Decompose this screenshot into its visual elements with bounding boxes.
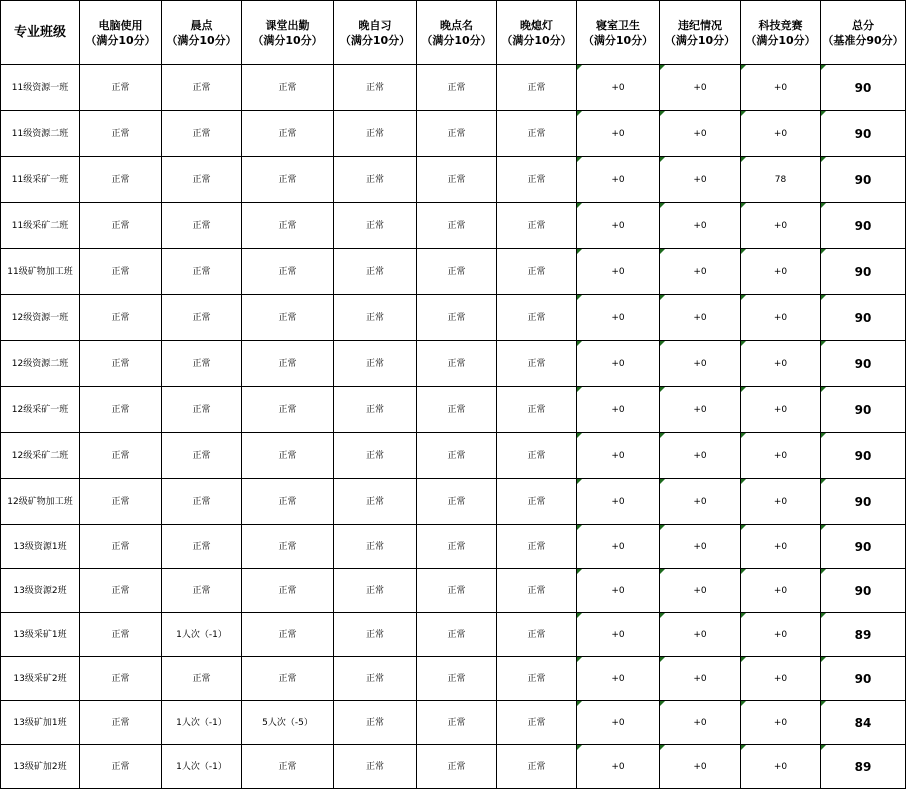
total-cell[interactable]: 90	[821, 157, 906, 203]
total-cell[interactable]: 90	[821, 111, 906, 157]
class-name-cell[interactable]: 11级采矿一班	[1, 157, 80, 203]
header-attendance[interactable]	[242, 1, 334, 65]
dorm-hygiene-cell[interactable]: +0	[577, 745, 660, 789]
dorm-hygiene-cell[interactable]: +0	[577, 65, 660, 111]
tech-contest-cell[interactable]: +0	[741, 569, 821, 613]
class-name-cell[interactable]: 11级资源二班	[1, 111, 80, 157]
sheet-edge	[906, 0, 917, 807]
total-cell[interactable]: 90	[821, 249, 906, 295]
morning-check-cell[interactable]: 1人次（-1）	[162, 745, 242, 789]
header-label: 寝室卫生	[596, 18, 640, 32]
attendance-cell[interactable]: 正常	[242, 157, 334, 203]
header-label: 晚点名	[440, 18, 473, 32]
table-row	[1, 157, 906, 203]
roll-call-cell[interactable]: 正常	[417, 525, 497, 569]
computer-use-cell[interactable]: 正常	[80, 657, 162, 701]
total-cell[interactable]: 90	[821, 341, 906, 387]
tech-contest-cell[interactable]: +0	[741, 111, 821, 157]
total-cell[interactable]: 90	[821, 569, 906, 613]
evening-study-cell[interactable]: 正常	[334, 701, 417, 745]
total-cell[interactable]: 89	[821, 613, 906, 657]
total-cell[interactable]: 90	[821, 433, 906, 479]
roll-call-cell[interactable]: 正常	[417, 657, 497, 701]
total-cell[interactable]: 90	[821, 657, 906, 701]
discipline-cell[interactable]: +0	[660, 65, 741, 111]
header-lights-out[interactable]	[497, 1, 577, 65]
tech-contest-cell[interactable]: +0	[741, 433, 821, 479]
evening-study-cell[interactable]: 正常	[334, 657, 417, 701]
dorm-hygiene-cell[interactable]: +0	[577, 433, 660, 479]
dorm-hygiene-cell[interactable]: +0	[577, 249, 660, 295]
tech-contest-cell[interactable]: +0	[741, 479, 821, 525]
roll-call-cell[interactable]: 正常	[417, 341, 497, 387]
table-body	[1, 65, 906, 789]
class-name-cell[interactable]: 11级矿物加工班	[1, 249, 80, 295]
dorm-hygiene-cell[interactable]: +0	[577, 479, 660, 525]
table-row	[1, 433, 906, 479]
attendance-cell[interactable]: 正常	[242, 387, 334, 433]
evening-study-cell[interactable]: 正常	[334, 433, 417, 479]
attendance-cell[interactable]: 正常	[242, 479, 334, 525]
lights-out-cell[interactable]: 正常	[497, 341, 577, 387]
roll-call-cell[interactable]: 正常	[417, 701, 497, 745]
roll-call-cell[interactable]: 正常	[417, 203, 497, 249]
dorm-hygiene-cell[interactable]: +0	[577, 111, 660, 157]
evening-study-cell[interactable]: 正常	[334, 203, 417, 249]
dorm-hygiene-cell[interactable]: +0	[577, 387, 660, 433]
lights-out-cell[interactable]: 正常	[497, 203, 577, 249]
morning-check-cell[interactable]: 正常	[162, 433, 242, 479]
morning-check-cell[interactable]: 正常	[162, 341, 242, 387]
morning-check-cell[interactable]: 正常	[162, 479, 242, 525]
lights-out-cell[interactable]: 正常	[497, 111, 577, 157]
lights-out-cell[interactable]: 正常	[497, 745, 577, 789]
lights-out-cell[interactable]: 正常	[497, 701, 577, 745]
roll-call-cell[interactable]: 正常	[417, 613, 497, 657]
roll-call-cell[interactable]: 正常	[417, 387, 497, 433]
discipline-cell[interactable]: +0	[660, 525, 741, 569]
class-name-cell[interactable]: 13级矿加1班	[1, 701, 80, 745]
lights-out-cell[interactable]: 正常	[497, 249, 577, 295]
header-sublabel: （满分10分）	[166, 33, 237, 47]
table-row	[1, 203, 906, 249]
header-dorm-hygiene[interactable]	[577, 1, 660, 65]
morning-check-cell[interactable]: 正常	[162, 525, 242, 569]
header-class[interactable]	[1, 1, 80, 65]
total-cell[interactable]: 90	[821, 295, 906, 341]
discipline-cell[interactable]: +0	[660, 387, 741, 433]
tech-contest-cell[interactable]: +0	[741, 295, 821, 341]
computer-use-cell[interactable]: 正常	[80, 341, 162, 387]
header-discipline[interactable]	[660, 1, 741, 65]
class-name-cell[interactable]: 13级资源2班	[1, 569, 80, 613]
computer-use-cell[interactable]: 正常	[80, 613, 162, 657]
morning-check-cell[interactable]: 1人次（-1）	[162, 613, 242, 657]
morning-check-cell[interactable]: 正常	[162, 295, 242, 341]
lights-out-cell[interactable]: 正常	[497, 387, 577, 433]
header-label: 晨点	[190, 18, 213, 32]
discipline-cell[interactable]: +0	[660, 569, 741, 613]
header-sublabel: （满分10分）	[745, 33, 816, 47]
computer-use-cell[interactable]: 正常	[80, 203, 162, 249]
discipline-cell[interactable]: +0	[660, 249, 741, 295]
lights-out-cell[interactable]: 正常	[497, 65, 577, 111]
discipline-cell[interactable]: +0	[660, 745, 741, 789]
evening-study-cell[interactable]: 正常	[334, 249, 417, 295]
tech-contest-cell[interactable]: +0	[741, 249, 821, 295]
morning-check-cell[interactable]: 正常	[162, 65, 242, 111]
morning-check-cell[interactable]: 正常	[162, 387, 242, 433]
header-label: 科技竞赛	[758, 18, 803, 32]
discipline-cell[interactable]: +0	[660, 341, 741, 387]
class-name-cell[interactable]: 11级资源一班	[1, 65, 80, 111]
table-row	[1, 111, 906, 157]
evening-study-cell[interactable]: 正常	[334, 387, 417, 433]
evening-study-cell[interactable]: 正常	[334, 111, 417, 157]
tech-contest-cell[interactable]: +0	[741, 203, 821, 249]
header-tech-contest[interactable]	[741, 1, 821, 65]
class-name-cell[interactable]: 12级矿物加工班	[1, 479, 80, 525]
total-cell[interactable]: 90	[821, 525, 906, 569]
table-row	[1, 745, 906, 789]
table-row	[1, 295, 906, 341]
discipline-cell[interactable]: +0	[660, 295, 741, 341]
dorm-hygiene-cell[interactable]: +0	[577, 203, 660, 249]
total-cell[interactable]: 90	[821, 65, 906, 111]
total-cell[interactable]: 84	[821, 701, 906, 745]
table-row	[1, 657, 906, 701]
tech-contest-cell[interactable]: +0	[741, 745, 821, 789]
header-label: 晚熄灯	[520, 18, 553, 32]
lights-out-cell[interactable]: 正常	[497, 479, 577, 525]
computer-use-cell[interactable]: 正常	[80, 157, 162, 203]
computer-use-cell[interactable]: 正常	[80, 387, 162, 433]
evening-study-cell[interactable]: 正常	[334, 157, 417, 203]
morning-check-cell[interactable]: 1人次（-1）	[162, 701, 242, 745]
morning-check-cell[interactable]: 正常	[162, 111, 242, 157]
discipline-cell[interactable]: +0	[660, 613, 741, 657]
discipline-cell[interactable]: +0	[660, 203, 741, 249]
header-morning-check[interactable]	[162, 1, 242, 65]
table-row	[1, 525, 906, 569]
roll-call-cell[interactable]: 正常	[417, 249, 497, 295]
computer-use-cell[interactable]: 正常	[80, 745, 162, 789]
tech-contest-cell[interactable]: +0	[741, 701, 821, 745]
computer-use-cell[interactable]: 正常	[80, 65, 162, 111]
total-cell[interactable]: 90	[821, 387, 906, 433]
roll-call-cell[interactable]: 正常	[417, 745, 497, 789]
discipline-cell[interactable]: +0	[660, 701, 741, 745]
lights-out-cell[interactable]: 正常	[497, 525, 577, 569]
tech-contest-cell[interactable]: 78	[741, 157, 821, 203]
lights-out-cell[interactable]: 正常	[497, 657, 577, 701]
dorm-hygiene-cell[interactable]: +0	[577, 295, 660, 341]
table-row	[1, 569, 906, 613]
roll-call-cell[interactable]: 正常	[417, 569, 497, 613]
table-row	[1, 65, 906, 111]
morning-check-cell[interactable]: 正常	[162, 249, 242, 295]
dorm-hygiene-cell[interactable]: +0	[577, 701, 660, 745]
dorm-hygiene-cell[interactable]: +0	[577, 613, 660, 657]
attendance-cell[interactable]: 正常	[242, 65, 334, 111]
header-evening-study[interactable]	[334, 1, 417, 65]
class-name-cell[interactable]: 13级矿加2班	[1, 745, 80, 789]
morning-check-cell[interactable]: 正常	[162, 657, 242, 701]
header-sublabel: （满分10分）	[339, 33, 411, 47]
computer-use-cell[interactable]: 正常	[80, 295, 162, 341]
roll-call-cell[interactable]: 正常	[417, 157, 497, 203]
table-row	[1, 613, 906, 657]
attendance-cell[interactable]: 正常	[242, 613, 334, 657]
table-row	[1, 701, 906, 745]
evening-study-cell[interactable]: 正常	[334, 341, 417, 387]
table-row	[1, 249, 906, 295]
header-row	[1, 1, 906, 65]
roll-call-cell[interactable]: 正常	[417, 479, 497, 525]
evening-study-cell[interactable]: 正常	[334, 295, 417, 341]
attendance-cell[interactable]: 正常	[242, 203, 334, 249]
header-sublabel: （满分10分）	[85, 33, 156, 47]
tech-contest-cell[interactable]: +0	[741, 65, 821, 111]
evening-study-cell[interactable]: 正常	[334, 65, 417, 111]
header-sublabel: （满分10分）	[252, 33, 323, 47]
attendance-cell[interactable]: 正常	[242, 341, 334, 387]
dorm-hygiene-cell[interactable]: +0	[577, 157, 660, 203]
evening-study-cell[interactable]: 正常	[334, 569, 417, 613]
computer-use-cell[interactable]: 正常	[80, 433, 162, 479]
class-name-cell[interactable]: 13级采矿1班	[1, 613, 80, 657]
header-label: 总分	[852, 18, 874, 32]
discipline-cell[interactable]: +0	[660, 111, 741, 157]
header-sublabel: （满分10分）	[421, 33, 492, 47]
lights-out-cell[interactable]: 正常	[497, 569, 577, 613]
header-sublabel: （满分10分）	[582, 33, 654, 47]
header-label: 晚自习	[358, 18, 392, 32]
attendance-cell[interactable]: 正常	[242, 111, 334, 157]
discipline-cell[interactable]: +0	[660, 479, 741, 525]
class-name-cell[interactable]: 12级资源二班	[1, 341, 80, 387]
discipline-cell[interactable]: +0	[660, 157, 741, 203]
total-cell[interactable]: 90	[821, 203, 906, 249]
header-label: 课堂出勤	[265, 18, 310, 32]
dorm-hygiene-cell[interactable]: +0	[577, 657, 660, 701]
header-sublabel: （基准分90分）	[822, 33, 904, 47]
tech-contest-cell[interactable]: +0	[741, 525, 821, 569]
tech-contest-cell[interactable]: +0	[741, 613, 821, 657]
attendance-cell[interactable]: 正常	[242, 745, 334, 789]
header-total[interactable]	[821, 1, 906, 65]
class-name-cell[interactable]: 12级采矿二班	[1, 433, 80, 479]
class-name-cell[interactable]: 11级采矿二班	[1, 203, 80, 249]
lights-out-cell[interactable]: 正常	[497, 613, 577, 657]
computer-use-cell[interactable]: 正常	[80, 111, 162, 157]
dorm-hygiene-cell[interactable]: +0	[577, 525, 660, 569]
dorm-hygiene-cell[interactable]: +0	[577, 569, 660, 613]
table-row	[1, 341, 906, 387]
header-roll-call[interactable]	[417, 1, 497, 65]
attendance-cell[interactable]: 正常	[242, 249, 334, 295]
roll-call-cell[interactable]: 正常	[417, 295, 497, 341]
header-sublabel: （满分10分）	[501, 33, 572, 47]
roll-call-cell[interactable]: 正常	[417, 111, 497, 157]
header-sublabel: （满分10分）	[664, 33, 736, 47]
evening-study-cell[interactable]: 正常	[334, 613, 417, 657]
roll-call-cell[interactable]: 正常	[417, 433, 497, 479]
computer-use-cell[interactable]: 正常	[80, 525, 162, 569]
tech-contest-cell[interactable]: +0	[741, 387, 821, 433]
header-label: 电脑使用	[98, 18, 143, 32]
total-cell[interactable]: 89	[821, 745, 906, 789]
computer-use-cell[interactable]: 正常	[80, 479, 162, 525]
attendance-cell[interactable]: 正常	[242, 569, 334, 613]
morning-check-cell[interactable]: 正常	[162, 157, 242, 203]
table-row	[1, 479, 906, 525]
lights-out-cell[interactable]: 正常	[497, 295, 577, 341]
evening-study-cell[interactable]: 正常	[334, 479, 417, 525]
morning-check-cell[interactable]: 正常	[162, 569, 242, 613]
roll-call-cell[interactable]: 正常	[417, 65, 497, 111]
class-name-cell[interactable]: 12级资源一班	[1, 295, 80, 341]
class-name-cell[interactable]: 13级资源1班	[1, 525, 80, 569]
tech-contest-cell[interactable]: +0	[741, 657, 821, 701]
lights-out-cell[interactable]: 正常	[497, 157, 577, 203]
attendance-cell[interactable]: 正常	[242, 657, 334, 701]
attendance-cell[interactable]: 正常	[242, 295, 334, 341]
attendance-cell[interactable]: 正常	[242, 525, 334, 569]
morning-check-cell[interactable]: 正常	[162, 203, 242, 249]
lights-out-cell[interactable]: 正常	[497, 433, 577, 479]
tech-contest-cell[interactable]: +0	[741, 341, 821, 387]
evening-study-cell[interactable]: 正常	[334, 525, 417, 569]
computer-use-cell[interactable]: 正常	[80, 249, 162, 295]
header-computer-use[interactable]	[80, 1, 162, 65]
discipline-cell[interactable]: +0	[660, 433, 741, 479]
attendance-cell[interactable]: 5人次（-5）	[242, 701, 334, 745]
header-label: 违纪情况	[678, 18, 722, 32]
attendance-cell[interactable]: 正常	[242, 433, 334, 479]
total-cell[interactable]: 90	[821, 479, 906, 525]
header-label: 专业班级	[13, 25, 66, 40]
table-row	[1, 387, 906, 433]
discipline-cell[interactable]: +0	[660, 657, 741, 701]
computer-use-cell[interactable]: 正常	[80, 701, 162, 745]
computer-use-cell[interactable]: 正常	[80, 569, 162, 613]
class-name-cell[interactable]: 12级采矿一班	[1, 387, 80, 433]
evening-study-cell[interactable]: 正常	[334, 745, 417, 789]
dorm-hygiene-cell[interactable]: +0	[577, 341, 660, 387]
class-name-cell[interactable]: 13级采矿2班	[1, 657, 80, 701]
